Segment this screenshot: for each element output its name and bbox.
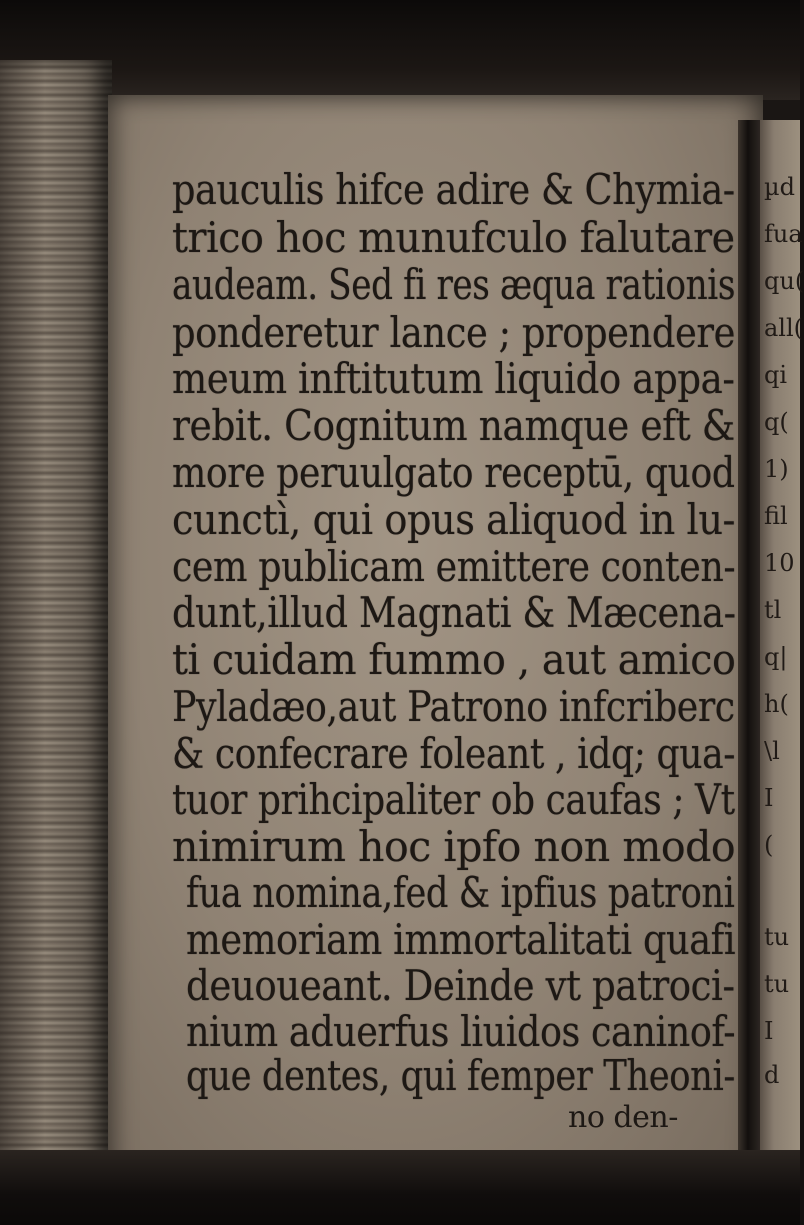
facing-page-fragment: I [764,1017,774,1045]
text-line: more peruulgato receptū, quod [172,448,735,497]
text-line: meum inftitutum liquido appa- [172,354,735,403]
text-line: nimirum hoc ipfo non modo [172,822,736,871]
text-line: que dentes, qui femper Theoni- [186,1051,735,1100]
facing-page-fragment: tl [764,596,782,624]
text-line: nium aduerfus liuidos caninof- [186,1007,736,1056]
catchword: no den- [568,1100,678,1135]
facing-page-fragment: I [764,784,774,812]
text-line: rebit. Cognitum namque eft & [172,401,735,450]
facing-page-fragment: tu [764,970,790,998]
facing-page-fragment: \l [764,737,780,765]
text-line: ponderetur lance ; propendere [172,308,735,357]
text-line: ti cuidam fummo , aut amico [172,635,736,684]
facing-page-fragment: all( [764,314,804,342]
facing-page-fragment: fil [764,502,788,530]
text-line: cem publicam emittere conten- [172,542,736,591]
facing-page-fragment: 1) [764,455,789,483]
facing-page-fragment: 10 [764,549,795,577]
facing-page-fragment: h( [764,690,789,718]
text-line: pauculis hifce adire & Chymia- [172,165,735,214]
text-line: dunt,illud Magnati & Mæcena- [172,588,736,637]
text-line: Pyladæo,aut Patrono infcriberc [172,682,735,731]
facing-page-fragment: fua [764,220,803,248]
facing-page-fragment: ( [764,831,774,859]
facing-page-fragment: qi [764,361,788,389]
facing-page-fragment: d [764,1061,780,1089]
facing-page-fragment: qu( [764,267,804,295]
facing-page-fragment: µd [764,173,795,201]
text-line: cunctì, qui opus aliquod in lu- [172,495,736,544]
facing-page-fragment: q| [764,643,788,671]
facing-page-fragment: q( [764,408,789,436]
text-line: trico hoc munufculo falutare [172,213,735,262]
text-line: memoriam immortalitati quafi [186,915,736,964]
text-line: fua nomina,fed & ipfius patroni [186,868,735,917]
facing-page-fragment: tu [764,923,790,951]
text-line: tuor prihcipaliter ob caufas ; Vt [172,775,735,824]
text-line: audeam. Sed fi res æqua rationis [172,260,736,309]
text-line: deuoueant. Deinde vt patroci- [186,961,735,1010]
text-line: & confecrare foleant , idq; qua- [172,729,736,778]
